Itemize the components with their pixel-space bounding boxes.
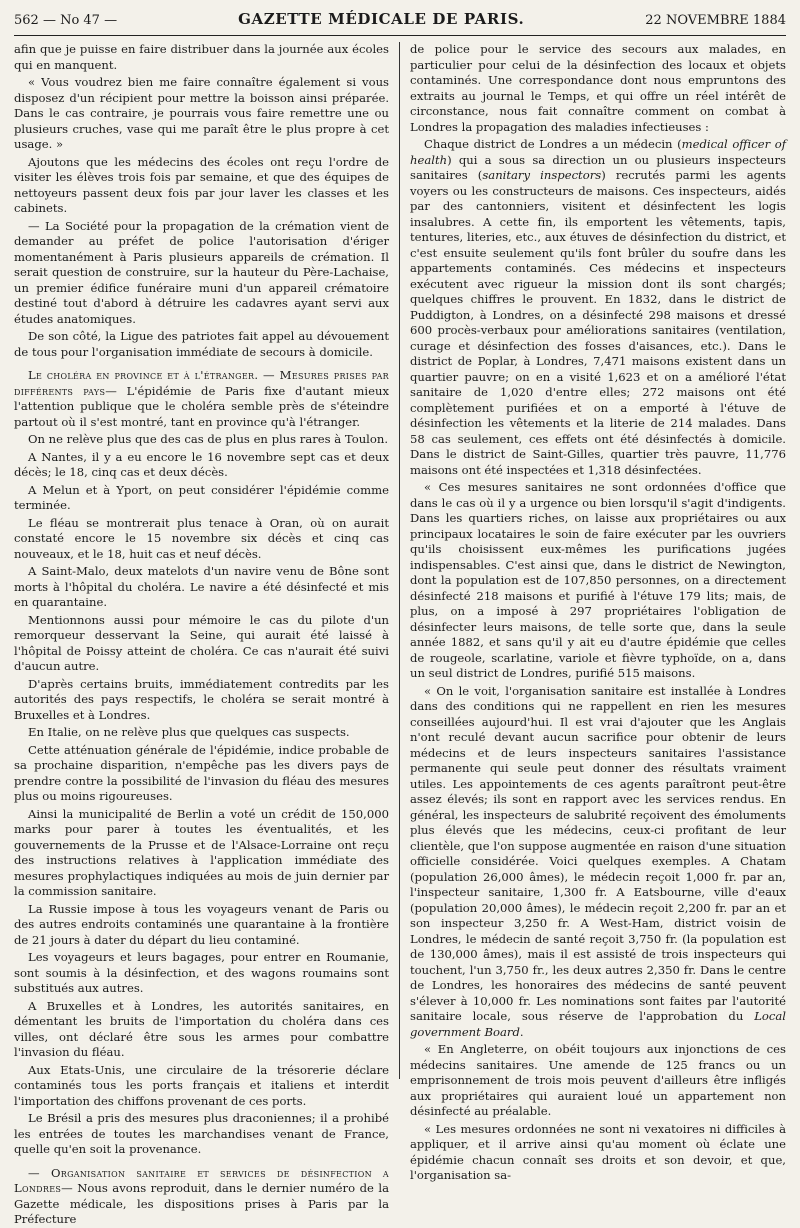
page-number: 562 — No 47 —: [14, 13, 118, 28]
paragraph: de police pour le service des secours aux malades, en particulier pour celui de la désinfection des locaux et objets contaminés. Une correspondance dont nous empruntons des extraits au journal le Temps, et qui offre un réel intérêt de circonstance, nous fait connaître comment on combat à Londres la propagation des maladies infectieuses :: [410, 42, 786, 134]
paragraph: — La Société pour la propagation de la crémation vient de demander au préfet de police l'autorisation d'ériger momentanément à Paris plusieurs appareils de crémation. Il serait question de construire, sur la hauteur du Père-Lachaise, un premier édifice funéraire muni d'un appareil crématoire destiné tout d'abord à détruire les cadavres ayant servi aux études anatomiques.: [14, 218, 389, 326]
paragraph: Aux Etats-Unis, une circulaire de la trésorerie déclare contaminés tous les ports français et italiens et interdit l'importation des chiffons provenant de ces ports.: [14, 1062, 389, 1108]
paragraph: A Saint-Malo, deux matelots d'un navire venu de Bône sont morts à l'hôpital du choléra. Le navire a été désinfecté et mis en quarantaine.: [14, 564, 389, 609]
page-header: [14, 10, 786, 36]
paragraph: « On le voit, l'organisation sanitaire est installée à Londres dans des conditions qui ne rappellent en rien les mesures conseillées aujourd'hui. Il est vrai d'ajouter que les Anglais n'ont reculé devant aucun sacrifice pour obtenir de leurs médecins et de leurs inspecteurs sanitaires l'assistance permanente qui seule peut donner des résultats vraiment utiles. Les appointements de ces agents paraîtront peut-être assez élevés; ils sont en rapport avec les services rendus. En général, les inspecteurs de salubrité reçoivent des émoluments plus élevés que les médecins, ceux-ci profitant de leur clientèle, que l'on suppose augmentée en raison d'une situation officielle considérée. Voici quelques exemples. A Chatam (population 26,000 âmes), le médecin reçoit 1,000 fr. par an, l'inspecteur sanitaire, 1,300 fr. A Eatsbourne, ville d'eaux (population 20,000 âmes), le médecin reçoit 2,200 fr. par an et son inspecteur 3,250 fr. A West-Ham, district voisin de Londres, le médecin de santé reçoit 3,750 fr. (la population est de 130,000 âmes), mais il est assisté de trois inspecteurs qui touchent, l'un 3,750 fr., les deux autres 2,350 fr. Dans le centre de Londres, les honoraires des médecins de santé peuvent s'élever à 10,000 fr. Les nominations sont faites par l'autorité sanitaire locale, sous réserve de l'approbation du Local government Board.: [410, 683, 787, 1039]
left-column: [14, 42, 400, 1226]
paragraph: La Russie impose à tous les voyageurs venant de Paris ou des autres endroits contaminés une quarantaine à la frontière de 21 jours à dater du départ du lieu contaminé.: [14, 901, 389, 947]
paragraph: Le Brésil a pris des mesures plus draconiennes; il a prohibé les entrées de toutes les marchandises venant de France, quelle qu'en soit la provenance.: [14, 1111, 389, 1156]
paragraph: De son côté, la Ligue des patriotes fait appel au dévouement de tous pour l'organisation immédiate de secours à domicile.: [14, 329, 389, 359]
section-heading-london: — Organisation sanitaire et services de désinfection a Londres: [14, 1165, 389, 1195]
issue-date: 22 NOVEMBRE 1884: [645, 13, 786, 28]
paragraph: Le fléau se montrerait plus tenace à Oran, où on aurait constaté encore le 15 novembre six décès et cinq cas nouveaux, et le 18, huit cas et neuf décès.: [14, 515, 389, 561]
section-paragraph: Le choléra en province et à l'étranger. — Mesures prises par différents pays— L'épidémie de Paris fixe d'autant mieux l'attention publique que le choléra semble près de s'éteindre partout où il s'est montré, tant en province qu'à l'étranger.: [14, 368, 389, 429]
paragraph: En Italie, on ne relève plus que quelques cas suspects.: [28, 725, 350, 739]
paragraph: Ainsi la municipalité de Berlin a voté un crédit de 150,000 marks pour parer à toutes les éventualités, et les gouvernements de la Prusse et de l'Alsace-Lorraine ont reçu des instructions relatives à l'application immédiate des mesures prophylactiques indiquées au mois de juin dernier par la commission sanitaire.: [14, 806, 389, 898]
paragraph: « En Angleterre, on obéit toujours aux injonctions de ces médecins sanitaires. Une amende de 125 francs ou un emprisonnement de trois mois peuvent d'ailleurs être infligés aux propriétaires qui auraient loué un appartement non désinfecté au préalable.: [410, 1042, 786, 1118]
paragraph: Mentionnons aussi pour mémoire le cas du pilote d'un remorqueur desservant la Seine, qui aurait été laissé à l'hôpital de Poissy atteint de choléra. Ce cas n'aurait été suivi d'aucun autre.: [14, 612, 389, 673]
section-paragraph: — Organisation sanitaire et services de désinfection a Londres— Nous avons reproduit, dans le dernier numéro de la Gazette médicale, les dispositions prises à Paris par la Préfecture: [14, 1165, 389, 1226]
paragraph: afin que je puisse en faire distribuer dans la journée aux écoles qui en manquent.: [14, 42, 389, 72]
journal-title: GAZETTE MÉDICALE DE PARIS.: [238, 10, 525, 28]
right-column: [400, 42, 787, 1182]
paragraph: D'après certains bruits, immédiatement contredits par les autorités des pays respectifs, le choléra se serait montré à Bruxelles et à Londres.: [14, 676, 389, 722]
paragraph: Ajoutons que les médecins des écoles ont reçu l'ordre de visiter les élèves trois fois par semaine, et que des équipes de nettoyeurs passent deux fois par jour laver les classes et les cabinets.: [14, 154, 389, 215]
paragraph: « Les mesures ordonnées ne sont ni vexatoires ni difficiles à appliquer, et il arrive ainsi qu'au moment où éclate une épidémie chacun connaît ses droits et son devoir, et que, l'organisation sa-: [410, 1121, 786, 1182]
paragraph: Chaque district de Londres a un médecin (medical officer of health) qui a sous sa direction un ou plusieurs inspecteurs sanitaires (sanitary inspectors) recrutés parmi les agents voyers ou les constructeurs de maisons. Ces inspecteurs, aidés par des cantonniers, visitent et désinfectent les logis insalubres. A cette fin, ils emportent les vêtements, tapis, tentures, literies, etc., aux étuves de désinfection du district, et c'est ensuite seulement qu'ils font brûler du soufre dans les appartements contaminés. Ces médecins et inspecteurs exécutent avec rigueur la mission dont ils sont chargés; quelques chiffres le prouvent. En 1832, dans le district de Puddigton, à Londres, on a désinfecté 298 maisons et dressé 600 procès-verbaux pour améliorations sanitaires (ventilation, curage et désinfection des fosses d'aisances, etc.). Dans le district de Poplar, à Londres, 7,471 maisons existent dans un quartier pauvre; on en a visité 1,623 et on a amélioré l'état sanitaire de 1,020 d'entre elles; 272 maisons ont été complètement purifiées et on a emporté à l'étuve de désinfection les vêtements et la literie de 214 malades. Dans 58 cas seulement, ces effets ont été désinfectés à domicile. Dans le district de Saint-Gilles, quartier très pauvre, 11,776 maisons ont été inspectées et 1,318 désinfectées.: [410, 137, 786, 477]
paragraph: « Vous voudrez bien me faire connaître également si vous disposez d'un récipient pour mettre la boisson ainsi préparée. Dans le cas contraire, je pourrais vous faire remettre une ou plusieurs cruches, vase qui me paraît être le plus propre à cet usage. »: [14, 75, 389, 151]
paragraph: A Melun et à Yport, on peut considérer l'épidémie comme terminée.: [14, 482, 389, 512]
paragraph: On ne relève plus que des cas de plus en plus rares à Toulon.: [28, 432, 389, 446]
paragraph: A Nantes, il y a eu encore le 16 novembre sept cas et deux décès; le 18, cinq cas et deux décès.: [14, 449, 389, 479]
paragraph: Cette atténuation générale de l'épidémie, indice probable de sa prochaine disparition, n'empêche pas les divers pays de prendre contre la possibilité de l'invasion du fléau des mesures plus ou moins rigoureuses.: [14, 742, 389, 803]
paragraph: A Bruxelles et à Londres, les autorités sanitaires, en démentant les bruits de l'importation du choléra dans ces villes, ont déclaré être sous les armes pour combattre l'invasion du fléau.: [14, 998, 389, 1059]
article-columns: [14, 42, 787, 1226]
section-heading-cholera: Le choléra en province et à l'étranger. — Mesures prises par différents pays: [14, 368, 389, 398]
paragraph: « Ces mesures sanitaires ne sont ordonnées d'office que dans le cas où il y a urgence ou bien lorsqu'il s'agit d'indigents. Dans les quartiers riches, on laisse aux propriétaires ou aux principaux locataires le soin de faire exécuter par les ouvriers qu'ils choisissent eux-mêmes les purifications jugées indispensables. C'est ainsi que, dans le district de Newington, dont la population est de 107,850 personnes, on a directement désinfecté 218 maisons et purifié à l'étuve 179 lits; mais, de plus, on a imposé à 297 propriétaires l'obligation de désinfecter leurs maisons, de telle sorte que, dans la seule année 1882, et sans qu'il y ait eu d'autre épidémie que celles de rougeole, scarlatine, variole et fièvre typhoïde, on a, dans un seul district de Londres, purifié 515 maisons.: [410, 480, 786, 680]
paragraph: Les voyageurs et leurs bagages, pour entrer en Roumanie, sont soumis à la désinfection, et des wagons roumains sont substitués aux autres.: [14, 950, 389, 995]
